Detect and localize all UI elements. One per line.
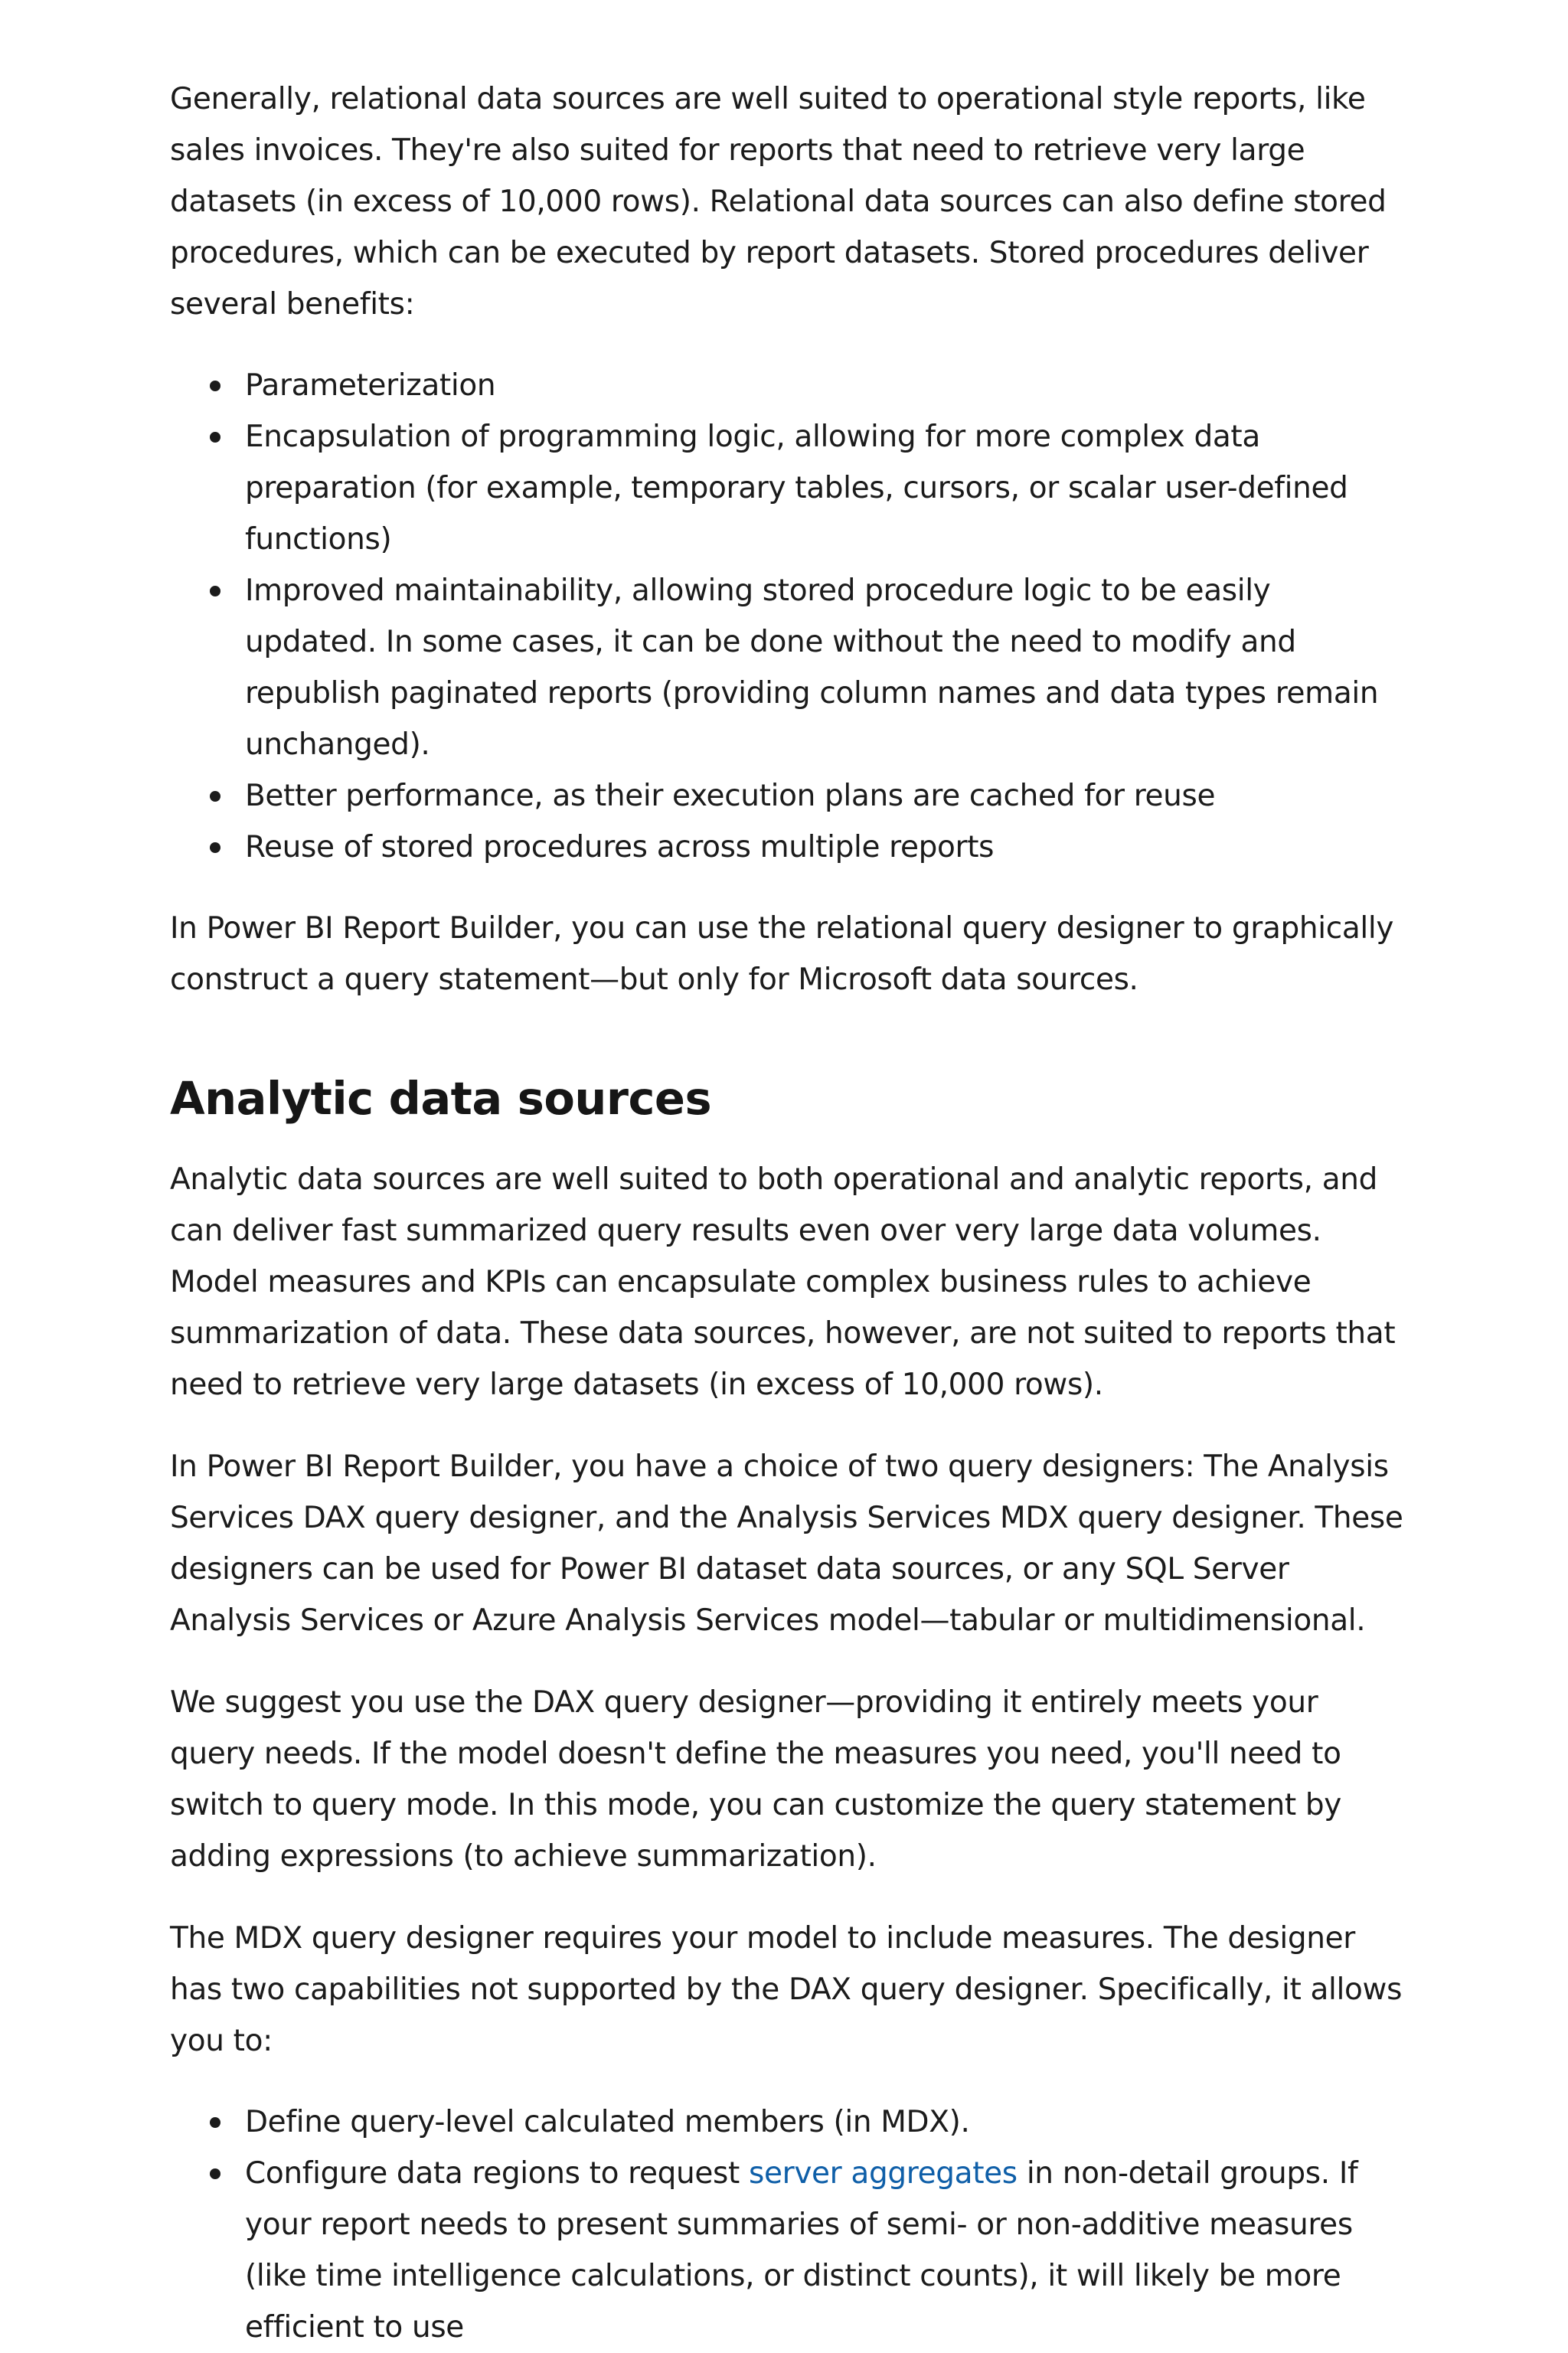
list-item-text: in non-detail groups. If your report needs to present summaries of semi- or non-additive measures (like time intelligence calculations, or distinct counts), it will likely be more efficient to use <box>245 2156 1358 2345</box>
article-body <box>170 74 1410 2353</box>
list-item-text: Configure data regions to request <box>245 2156 750 2191</box>
analytic-paragraph: Analytic data sources are well suited to both operational and analytic reports, and can deliver fast summarized query results even over very large data volumes. Model measures and KPIs can encapsulate complex business rules to achieve summarization of data. These data sources, however, are not suited to reports that need to retrieve very large datasets (in excess of 10,000 rows). <box>170 1162 1396 1402</box>
list-item: Parameterization <box>170 360 1410 411</box>
server-aggregates-link[interactable]: server aggregates <box>749 2156 1018 2191</box>
list-item: Improved maintainability, allowing stored procedure logic to be easily updated. In some cases, it can be done without the need to modify and republish paginated reports (providing column names and data types remain unchanged). <box>170 565 1410 770</box>
query-designers-paragraph: In Power BI Report Builder, you have a choice of two query designers: The Analysis Services DAX query designer, and the Analysis Services MDX query designer. These designers can be used for Power BI dataset data sources, or any SQL Server Analysis Services or Azure Analysis Services model—tabular or multidimensional. <box>170 1449 1403 1638</box>
section-heading: Analytic data sources <box>170 1072 712 1125</box>
list-item: Encapsulation of programming logic, allowing for more complex data preparation (for example, temporary tables, cursors, or scalar user-defined functions) <box>170 411 1410 565</box>
list-item: Better performance, as their execution plans are cached for reuse <box>170 770 1410 822</box>
stored-procedure-benefits-list <box>170 360 1410 873</box>
list-item <box>170 2148 1410 2353</box>
dax-suggestion-paragraph: We suggest you use the DAX query designer—providing it entirely meets your query needs. If the model doesn't define the measures you need, you'll need to switch to query mode. In this mode, you can customize the query statement by adding expressions (to achieve summarization). <box>170 1685 1342 1874</box>
intro-paragraph: Generally, relational data sources are well suited to operational style reports, like sales invoices. They're also suited for reports that need to retrieve very large datasets (in excess of 10,000 rows). Relational data sources can also define stored procedures, which can be executed by report datasets. Stored procedures deliver several benefits: <box>170 82 1387 322</box>
list-item: Reuse of stored procedures across multiple reports <box>170 822 1410 873</box>
relational-designer-paragraph: In Power BI Report Builder, you can use the relational query designer to graphically construct a query statement—but only for Microsoft data sources. <box>170 911 1394 997</box>
mdx-capabilities-list <box>170 2096 1410 2353</box>
mdx-designer-paragraph: The MDX query designer requires your model to include measures. The designer has two capabilities not supported by the DAX query designer. Specifically, it allows you to: <box>170 1921 1403 2058</box>
list-item: Define query-level calculated members (in MDX). <box>170 2096 1410 2148</box>
